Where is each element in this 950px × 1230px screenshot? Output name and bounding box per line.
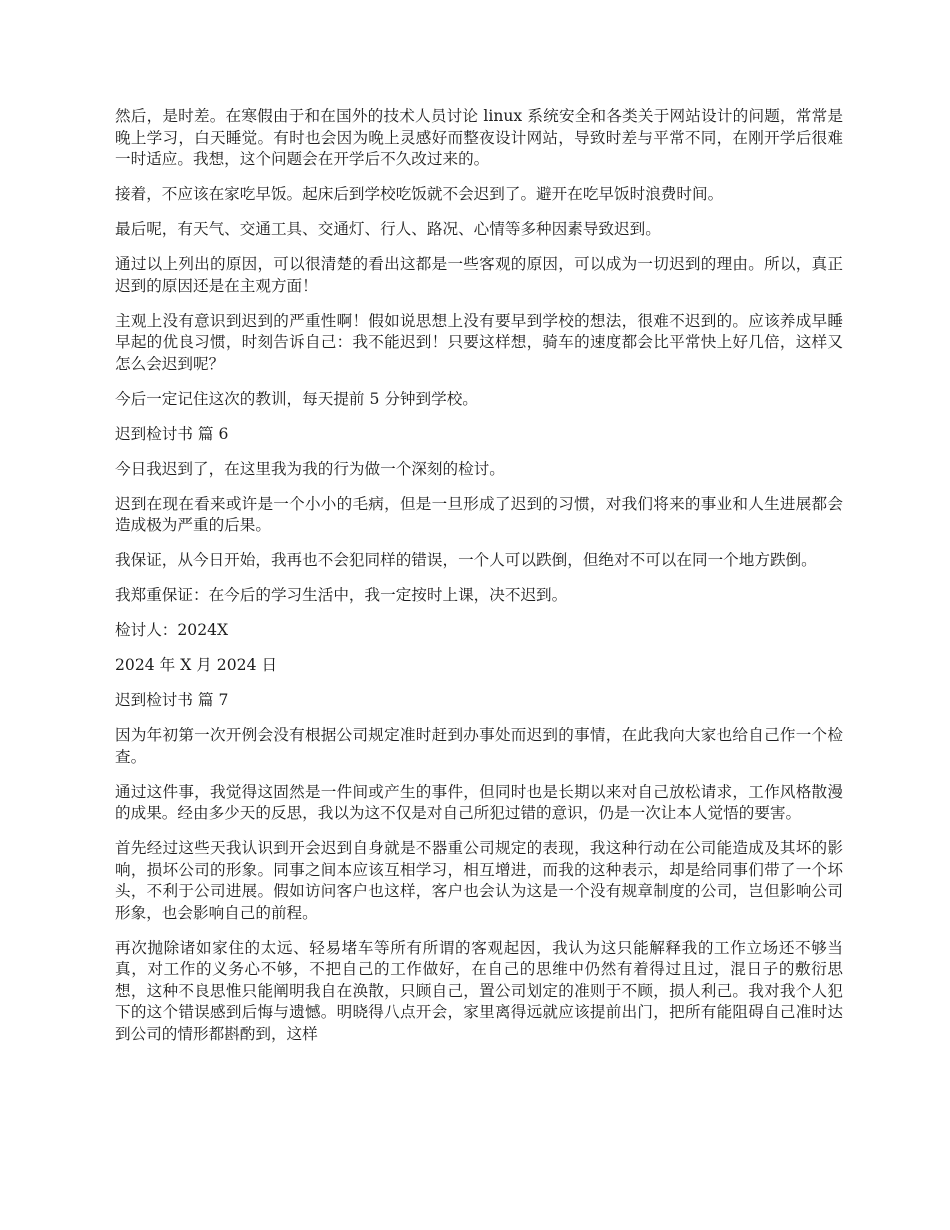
paragraph-other-factors: 最后呢，有天气、交通工具、交通灯、行人、路况、心情等多种因素导致迟到。 [115, 220, 661, 238]
paragraph-objective-reasons: 通过以上列出的原因，可以很清楚的看出这都是一些客观的原因，可以成为一切迟到的理由。所以，真正迟到的原因还是在主观方面！ [115, 255, 843, 295]
paragraph-time-difference: 然后，是时差。在寒假由于和在国外的技术人员讨论 linux 系统安全和各类关于网站设计的问题，常常是晚上学习，白天睡觉。有时也会因为晚上灵感好而整夜设计网站，导致时差与平常不同，在刚开学后很难一时适应。我想，这个问题会在开学后不久改过来的。 [115, 107, 843, 168]
paragraph-second-point: 再次抛除诸如家住的太远、轻易堵车等所有所谓的客观起因，我认为这只能解释我的工作立场还不够当真，对工作的义务心不够，不把自己的工作做好，在自己的思维中仍然有着得过且过，混日子的敷衍思想，这种不良思惟只能阐明我自在涣散，只顾自己，置公司划定的准则于不顾，损人利己。我对我个人犯下的这个错误感到后悔与遗憾。明晓得八点开会，家里离得远就应该提前出门，把所有能阻碍自己准时达到公司的情形都斟酌到，这样 [115, 938, 843, 1043]
signature-line: 检讨人：2024X [115, 621, 229, 639]
paragraph-consequences: 迟到在现在看来或许是一个小小的毛病，但是一旦形成了迟到的习惯，对我们将来的事业和人生进展都会造成极为严重的后果。 [115, 494, 843, 534]
paragraph-reflection: 通过这件事，我觉得这固然是一件间或产生的事件，但同时也是长期以来对自己放松请求，工作风格散漫的成果。经由多少天的反思，我以为这不仅是对自己所犯过错的意识，仍是一次让本人觉悟的要害。 [115, 782, 843, 822]
paragraph-resolution: 今后一定记住这次的教训，每天提前 5 分钟到学校。 [115, 389, 478, 408]
paragraph-guarantee: 我保证，从今日开始，我再也不会犯同样的错误，一个人可以跌倒，但绝对不可以在同一个地方跌倒。 [115, 551, 817, 569]
date-line: 2024 年 X 月 2024 日 [115, 656, 278, 674]
paragraph-first-point: 首先经过这些天我认识到开会迟到自身就是不器重公司规定的表现，我这种行动在公司能造成及其坏的影响，损坏公司的形象。同事之间本应该互相学习，相互增进，而我的这种表示，却是给同事们带了一个坏头，不利于公司进展。假如访问客户也这样，客户也会认为这是一个没有规章制度的公司，岂但影响公司形象，也会影响自己的前程。 [115, 839, 843, 922]
paragraph-breakfast: 接着，不应该在家吃早饭。起床后到学校吃饭就不会迟到了。避开在吃早饭时浪费时间。 [115, 185, 724, 203]
section-heading-6: 迟到检讨书 篇 6 [115, 424, 229, 443]
paragraph-solemn-pledge: 我郑重保证：在今后的学习生活中，我一定按时上课，决不迟到。 [115, 586, 568, 604]
section-heading-7: 迟到检讨书 篇 7 [115, 691, 229, 709]
paragraph-subjective-reasons: 主观上没有意识到迟到的严重性啊！假如说思想上没有要早到学校的想法，很难不迟到的。应该养成早睡早起的优良习惯，时刻告诉自己：我不能迟到！只要这样想，骑车的速度都会比平常快上好几倍，这样又怎么会迟到呢？ [115, 311, 843, 373]
document-body [115, 106, 843, 1059]
paragraph-apology: 今日我迟到了，在这里我为我的行为做一个深刻的检讨。 [115, 459, 505, 478]
paragraph-meeting-late: 因为年初第一次开例会没有根据公司规定准时赶到办事处而迟到的事情，在此我向大家也给自己作一个检查。 [115, 726, 843, 766]
